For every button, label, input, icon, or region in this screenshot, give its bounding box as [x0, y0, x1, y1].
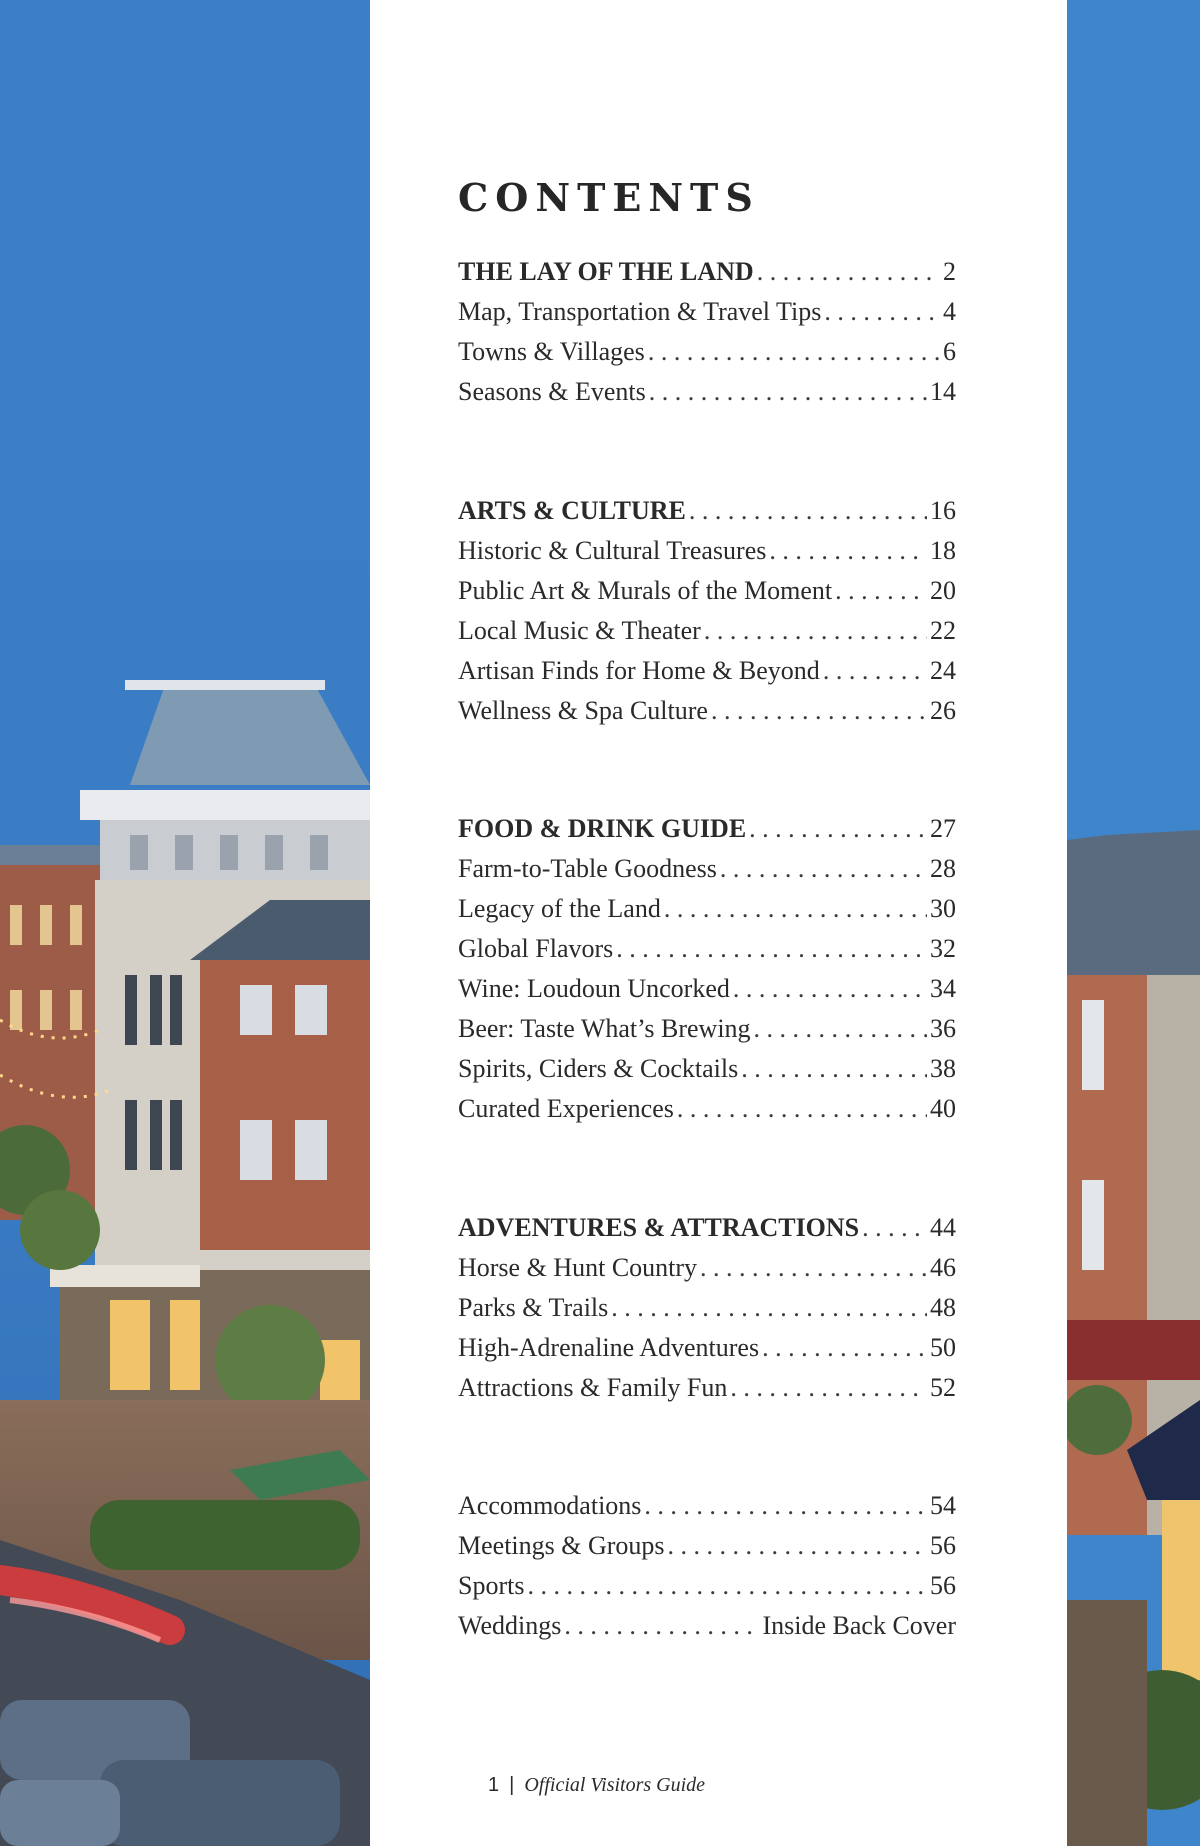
toc-entry-page: 18	[930, 536, 956, 565]
toc-entry[interactable]	[458, 849, 956, 889]
toc-entry[interactable]	[458, 1089, 956, 1129]
toc-entry-page: 16	[930, 496, 956, 525]
toc-entry-label: Towns & Villages	[458, 337, 645, 366]
toc-entry-label: High-Adrenaline Adventures	[458, 1333, 760, 1362]
toc-entry-page: 50	[930, 1333, 956, 1362]
toc-entry-label: Legacy of the Land	[458, 894, 661, 923]
toc-entry-page: 56	[930, 1531, 956, 1560]
dot-leader	[769, 531, 927, 571]
toc-entry-label: Spirits, Ciders & Cocktails	[458, 1054, 739, 1083]
toc-entry-page: 34	[930, 974, 956, 1003]
dot-leader	[649, 372, 927, 412]
dot-leader	[527, 1566, 927, 1606]
toc-entry-label: FOOD & DRINK GUIDE	[458, 814, 747, 843]
dot-leader	[616, 929, 927, 969]
toc-entry-label: Parks & Trails	[458, 1293, 609, 1322]
toc-entry-page: 36	[930, 1014, 956, 1043]
toc-entry-label: Meetings & Groups	[458, 1531, 665, 1560]
toc-entry-page: 32	[930, 934, 956, 963]
dot-leader	[668, 1526, 927, 1566]
town-square-photo-left	[0, 0, 370, 1846]
toc-entry[interactable]	[458, 1009, 956, 1049]
toc-entry-page: 2	[943, 257, 956, 286]
toc-entry-label: Public Art & Murals of the Moment	[458, 576, 833, 605]
dot-leader	[823, 651, 927, 691]
toc-section-food-drink	[458, 809, 956, 1129]
toc-entry-label: Local Music & Theater	[458, 616, 701, 645]
page-footer	[488, 1769, 705, 1799]
toc-entry-label: ARTS & CULTURE	[458, 496, 686, 525]
toc-entry[interactable]	[458, 332, 956, 372]
toc-entry-page: 14	[930, 377, 956, 406]
toc-entry-label: Farm-to-Table Goodness	[458, 854, 717, 883]
dot-leader	[711, 691, 927, 731]
dot-leader	[677, 1089, 927, 1129]
toc-entry-label: Accommodations	[458, 1491, 642, 1520]
toc-entry-page: 46	[930, 1253, 956, 1282]
toc-entry-page: 26	[930, 696, 956, 725]
dot-leader	[757, 252, 940, 292]
toc-entry-page: 30	[930, 894, 956, 923]
dot-leader	[749, 809, 927, 849]
dot-leader	[564, 1606, 759, 1646]
dot-leader	[754, 1009, 927, 1049]
toc-entry[interactable]	[458, 929, 956, 969]
dot-leader	[700, 1248, 927, 1288]
dot-leader	[644, 1486, 927, 1526]
dot-leader	[835, 571, 927, 611]
toc-entry[interactable]	[458, 889, 956, 929]
toc-entry-label: Artisan Finds for Home & Beyond	[458, 656, 820, 685]
toc-entry[interactable]	[458, 611, 956, 651]
toc-entry[interactable]	[458, 1328, 956, 1368]
toc-entry-page: 38	[930, 1054, 956, 1083]
toc-entry-label: Sports	[458, 1571, 525, 1600]
toc-entry-page: 24	[930, 656, 956, 685]
toc-entry[interactable]	[458, 1248, 956, 1288]
toc-entry[interactable]	[458, 1526, 956, 1566]
toc-section-stay-and-gather	[458, 1486, 956, 1646]
toc-entry-label: Historic & Cultural Treasures	[458, 536, 767, 565]
toc-entry-label: Horse & Hunt Country	[458, 1253, 698, 1282]
publication-name: Official Visitors Guide	[524, 1774, 706, 1796]
dot-leader	[741, 1049, 927, 1089]
toc-entry-heading[interactable]	[458, 252, 956, 292]
toc-entry-page: 56	[930, 1571, 956, 1600]
toc-entry-page: Inside Back Cover	[762, 1611, 956, 1640]
toc-entry-label: Global Flavors	[458, 934, 614, 963]
toc-entry-label: ADVENTURES & ATTRACTIONS	[458, 1213, 860, 1242]
toc-entry-label: Seasons & Events	[458, 377, 646, 406]
dot-leader	[733, 969, 927, 1009]
toc-entry-label: Wellness & Spa Culture	[458, 696, 708, 725]
toc-entry-page: 48	[930, 1293, 956, 1322]
toc-section-arts-culture	[458, 491, 956, 731]
toc-entry-page: 44	[930, 1213, 956, 1242]
toc-entry[interactable]	[458, 372, 956, 412]
toc-entry-page: 52	[930, 1373, 956, 1402]
dot-leader	[648, 332, 940, 372]
town-square-photo-right	[1067, 0, 1200, 1846]
toc-entry[interactable]	[458, 531, 956, 571]
toc-entry-page: 20	[930, 576, 956, 605]
dot-leader	[762, 1328, 927, 1368]
toc-entry-label: Curated Experiences	[458, 1094, 674, 1123]
toc-entry[interactable]	[458, 1566, 956, 1606]
toc-entry-page: 4	[943, 297, 956, 326]
dot-leader	[720, 849, 927, 889]
toc-entry-label: Wine: Loudoun Uncorked	[458, 974, 730, 1003]
dot-leader	[824, 292, 940, 332]
toc-entry-page: 27	[930, 814, 956, 843]
toc-section-lay-of-the-land	[458, 252, 956, 412]
toc-entry[interactable]	[458, 651, 956, 691]
toc-entry-page: 40	[930, 1094, 956, 1123]
contents-title: CONTENTS	[458, 175, 760, 220]
page-number: 1	[488, 1774, 500, 1796]
toc-entry-heading[interactable]	[458, 809, 956, 849]
toc-entry[interactable]	[458, 1606, 956, 1646]
toc-entry-label: Attractions & Family Fun	[458, 1373, 728, 1402]
toc-entry-page: 6	[943, 337, 956, 366]
dot-leader	[730, 1368, 927, 1408]
toc-entry[interactable]	[458, 1288, 956, 1328]
dot-leader	[611, 1288, 927, 1328]
toc-entry-label: Map, Transportation & Travel Tips	[458, 297, 822, 326]
toc-entry-page: 28	[930, 854, 956, 883]
toc-entry-heading[interactable]	[458, 1208, 956, 1248]
toc-entry[interactable]	[458, 292, 956, 332]
toc-entry[interactable]	[458, 571, 956, 611]
toc-entry-page: 22	[930, 616, 956, 645]
contents-panel	[370, 0, 1067, 1846]
toc-entry[interactable]	[458, 969, 956, 1009]
toc-entry-label: Weddings	[458, 1611, 562, 1640]
dot-leader	[664, 889, 927, 929]
toc-entry[interactable]	[458, 1368, 956, 1408]
toc-entry-label: Beer: Taste What’s Brewing	[458, 1014, 751, 1043]
footer-separator: |	[509, 1774, 515, 1796]
toc-entry[interactable]	[458, 691, 956, 731]
dot-leader	[704, 611, 927, 651]
toc-entry[interactable]	[458, 1049, 956, 1089]
dot-leader	[689, 491, 927, 531]
toc-entry-page: 54	[930, 1491, 956, 1520]
toc-entry-heading[interactable]	[458, 491, 956, 531]
dot-leader	[862, 1208, 927, 1248]
toc-entry[interactable]	[458, 1486, 956, 1526]
toc-section-adventures	[458, 1208, 956, 1408]
toc-entry-label: THE LAY OF THE LAND	[458, 257, 754, 286]
